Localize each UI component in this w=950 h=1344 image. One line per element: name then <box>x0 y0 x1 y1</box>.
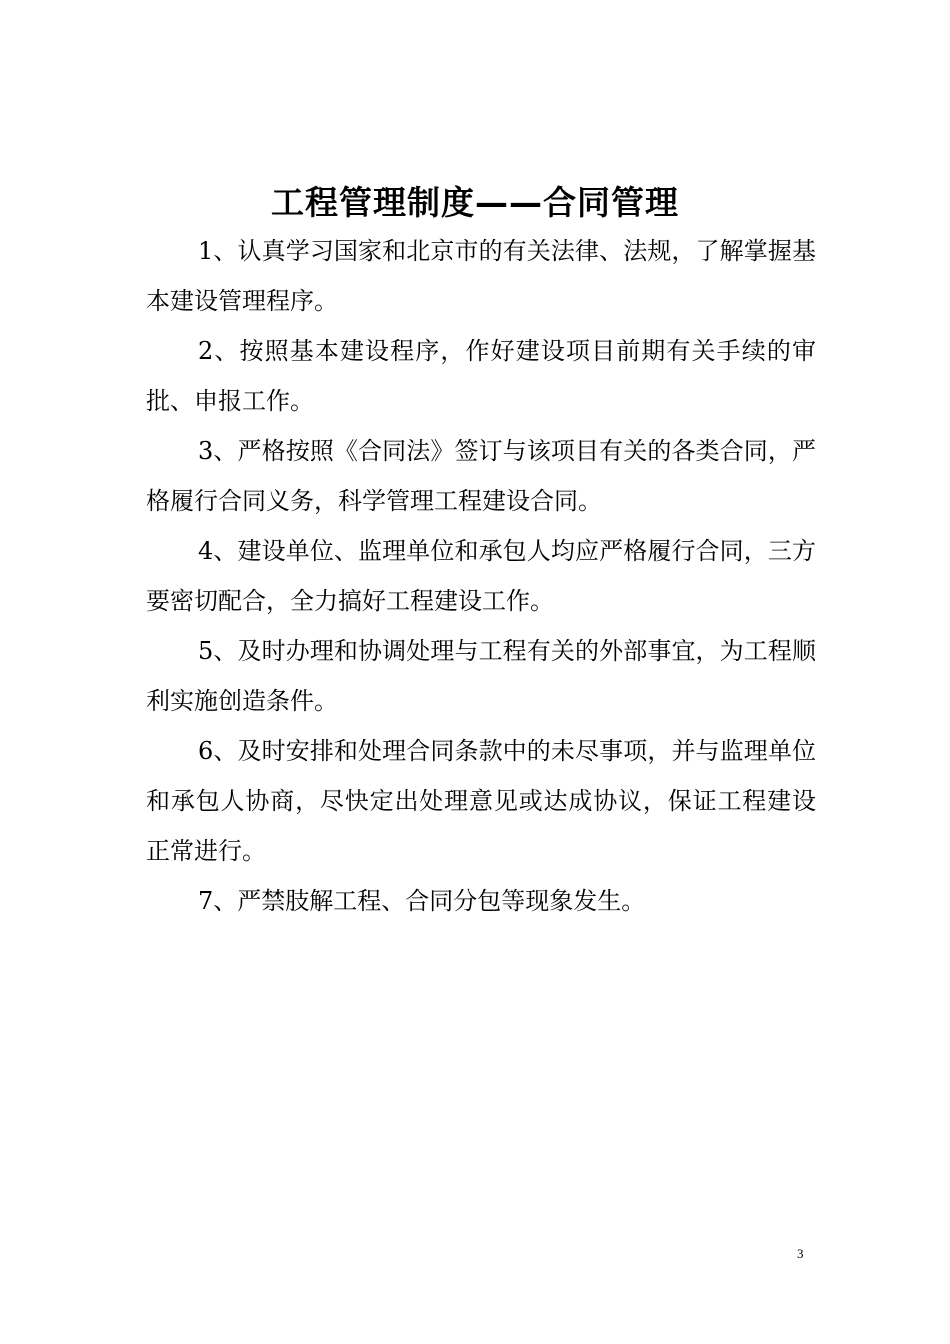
document-body <box>146 226 816 926</box>
paragraph-5: 5、及时办理和协调处理与工程有关的外部事宜，为工程顺利实施创造条件。 <box>146 637 816 715</box>
paragraph-3: 3、严格按照《合同法》签订与该项目有关的各类合同，严格履行合同义务，科学管理工程建设合同。 <box>146 437 816 515</box>
paragraph-7: 7、严禁肢解工程、合同分包等现象发生。 <box>198 887 646 915</box>
paragraph-4: 4、建设单位、监理单位和承包人均应严格履行合同，三方要密切配合，全力搞好工程建设工作。 <box>146 537 816 615</box>
document-title: 工程管理制度——合同管理 <box>271 183 679 222</box>
paragraph-6: 6、及时安排和处理合同条款中的未尽事项，并与监理单位和承包人协商，尽快定出处理意见或达成协议，保证工程建设正常进行。 <box>146 737 816 865</box>
paragraph-2: 2、按照基本建设程序，作好建设项目前期有关手续的审批、申报工作。 <box>146 337 816 415</box>
paragraph-1: 1、认真学习国家和北京市的有关法律、法规，了解掌握基本建设管理程序。 <box>146 237 816 315</box>
page-number: 3 <box>797 1246 804 1261</box>
